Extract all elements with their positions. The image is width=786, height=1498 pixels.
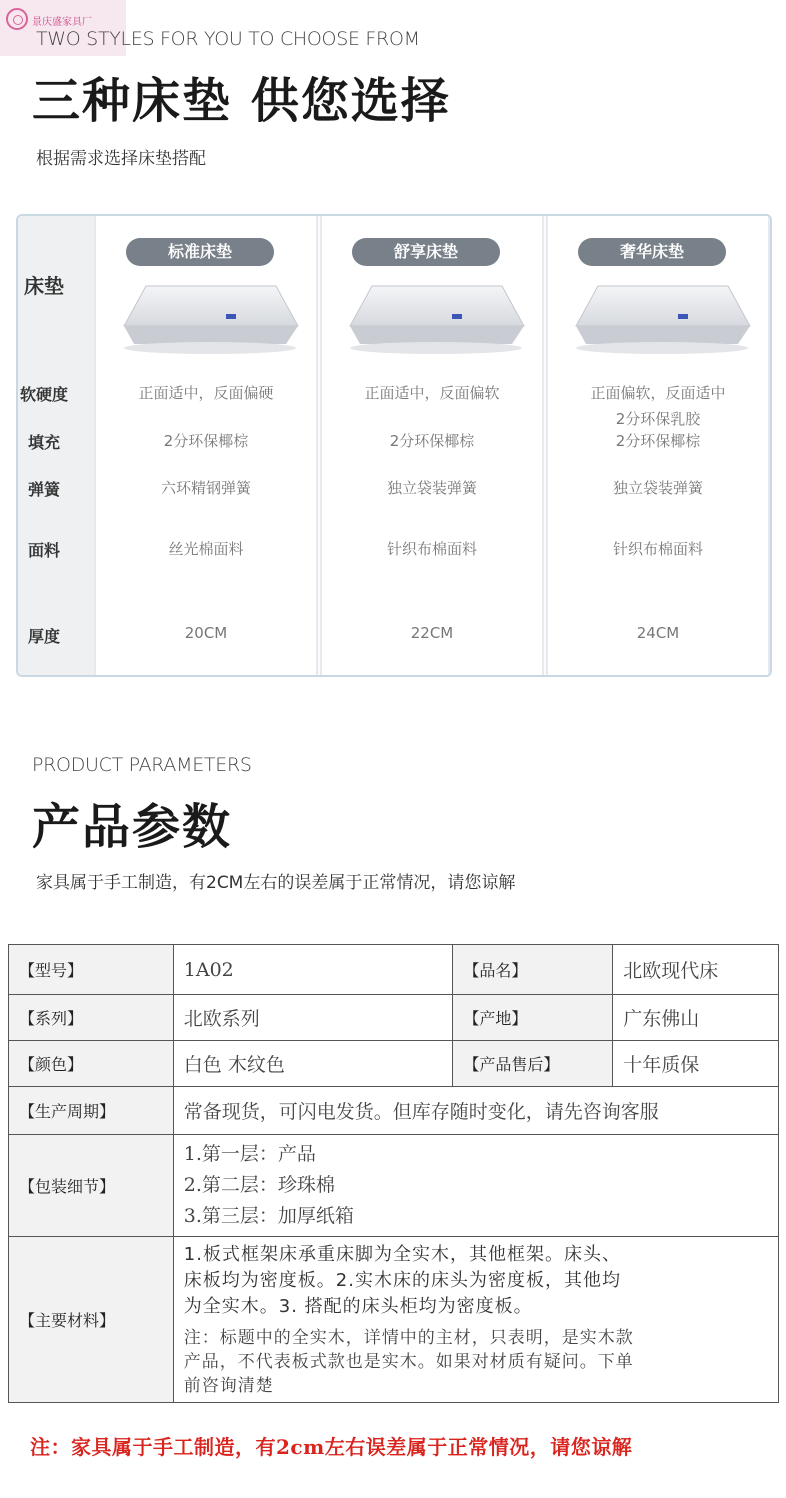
hardness-value: 正面适中，反面偏软 [364,384,500,402]
hardness-value: 正面偏软，反面适中 [590,384,726,402]
parameters-table [8,944,779,1403]
table-row [9,1135,779,1237]
material-line: 1.板式框架床承重床脚为全实木，其他框架。床头、 [183,1243,621,1265]
material-label: 【主要材料】 [9,1237,174,1403]
section2-cn-title: 产品参数 [32,799,233,855]
thickness-value: 22CM [410,624,454,642]
footer-note: 注：家具属于手工制造，有2cm左右误差属于正常情况，请您谅解 [30,1435,633,1459]
table-row [9,945,779,995]
production-cycle-value: 常备现货，可闪电发货。但库存随时变化，请先咨询客服 [173,1087,778,1135]
series-value: 北欧系列 [173,995,453,1041]
filling-value: 2分环保椰棕 [163,432,249,450]
mattress-column-luxury [546,216,770,675]
series-label: 【系列】 [9,995,174,1041]
material-note-line: 产品，不代表板式款也是实木。如果对材质有疑问。下单 [183,1351,634,1372]
packing-line: 1.第一层：产品 [183,1143,316,1165]
logo-text: 景庆盛家具厂 [32,17,92,28]
row-label-thickness: 厚度 [28,627,61,646]
mattress-image [332,278,528,358]
spring-value: 独立袋装弹簧 [612,479,703,497]
table-row [9,1237,779,1403]
logo-ring-icon [6,8,28,30]
mattress-comparison [16,214,772,677]
color-label: 【颜色】 [9,1041,174,1087]
material-line: 床板均为密度板。2.实木床的床头为密度板，其他均 [183,1269,621,1291]
section1-subtitle: 根据需求选择床垫搭配 [36,149,206,169]
packing-label: 【包装细节】 [9,1135,174,1237]
spring-value: 六环精钢弹簧 [160,479,251,497]
material-note-line: 前咨询清楚 [183,1375,274,1396]
mattress-name-pill: 标准床垫 [126,238,274,266]
section2-subtitle: 家具属于手工制造，有2CM左右的误差属于正常情况，请您谅解 [36,873,516,893]
packing-line: 2.第二层：珍珠棉 [183,1174,335,1196]
spring-value: 独立袋装弹簧 [386,479,477,497]
product-name-label: 【品名】 [453,945,613,995]
mattress-name-pill: 奢华床垫 [578,238,726,266]
filling-value: 2分环保椰棕 [615,432,701,450]
section2-en-title: PRODUCT PARAMETERS [32,754,252,776]
row-label-spring: 弹簧 [28,480,61,499]
aftersale-value: 十年质保 [613,1041,779,1087]
aftersale-label: 【产品售后】 [453,1041,613,1087]
mattress-column-comfort [320,216,544,675]
mattress-image [106,278,302,358]
fabric-value: 丝光棉面料 [168,540,244,558]
fabric-value: 针织布棉面料 [386,540,477,558]
table-row [9,1041,779,1087]
material-value [173,1237,778,1403]
packing-value [173,1135,778,1237]
hardness-value: 正面适中，反面偏硬 [138,384,274,402]
mattress-image [558,278,754,358]
row-label-fabric: 面料 [28,541,61,560]
packing-line: 3.第三层：加厚纸箱 [183,1205,354,1227]
model-value: 1A02 [173,945,453,995]
mattress-column-standard [94,216,318,675]
thickness-value: 20CM [184,624,228,642]
fabric-value: 针织布棉面料 [612,540,703,558]
product-name-value: 北欧现代床 [613,945,779,995]
color-value: 白色 木纹色 [173,1041,453,1087]
table-row [9,1087,779,1135]
row-label-filling: 填充 [28,433,61,452]
thickness-value: 24CM [636,624,680,642]
mattress-name-pill: 舒享床垫 [352,238,500,266]
section1-en-title: TWO STYLES FOR YOU TO CHOOSE FROM [36,28,420,50]
origin-label: 【产地】 [453,995,613,1041]
row-label-hardness: 软硬度 [20,385,69,404]
origin-value: 广东佛山 [613,995,779,1041]
filling-extra-value: 2分环保乳胶 [615,410,701,428]
section1-cn-title: 三种床垫 供您选择 [32,73,451,129]
material-line: 为全实木。3. 搭配的床头柜均为密度板。 [183,1295,533,1317]
material-note-line: 注：标题中的全实木，详情中的主材，只表明，是实木款 [183,1327,634,1348]
table-row [9,995,779,1041]
filling-value: 2分环保椰棕 [389,432,475,450]
production-cycle-label: 【生产周期】 [9,1087,174,1135]
model-label: 【型号】 [9,945,174,995]
row-label-mattress: 床垫 [24,274,64,298]
